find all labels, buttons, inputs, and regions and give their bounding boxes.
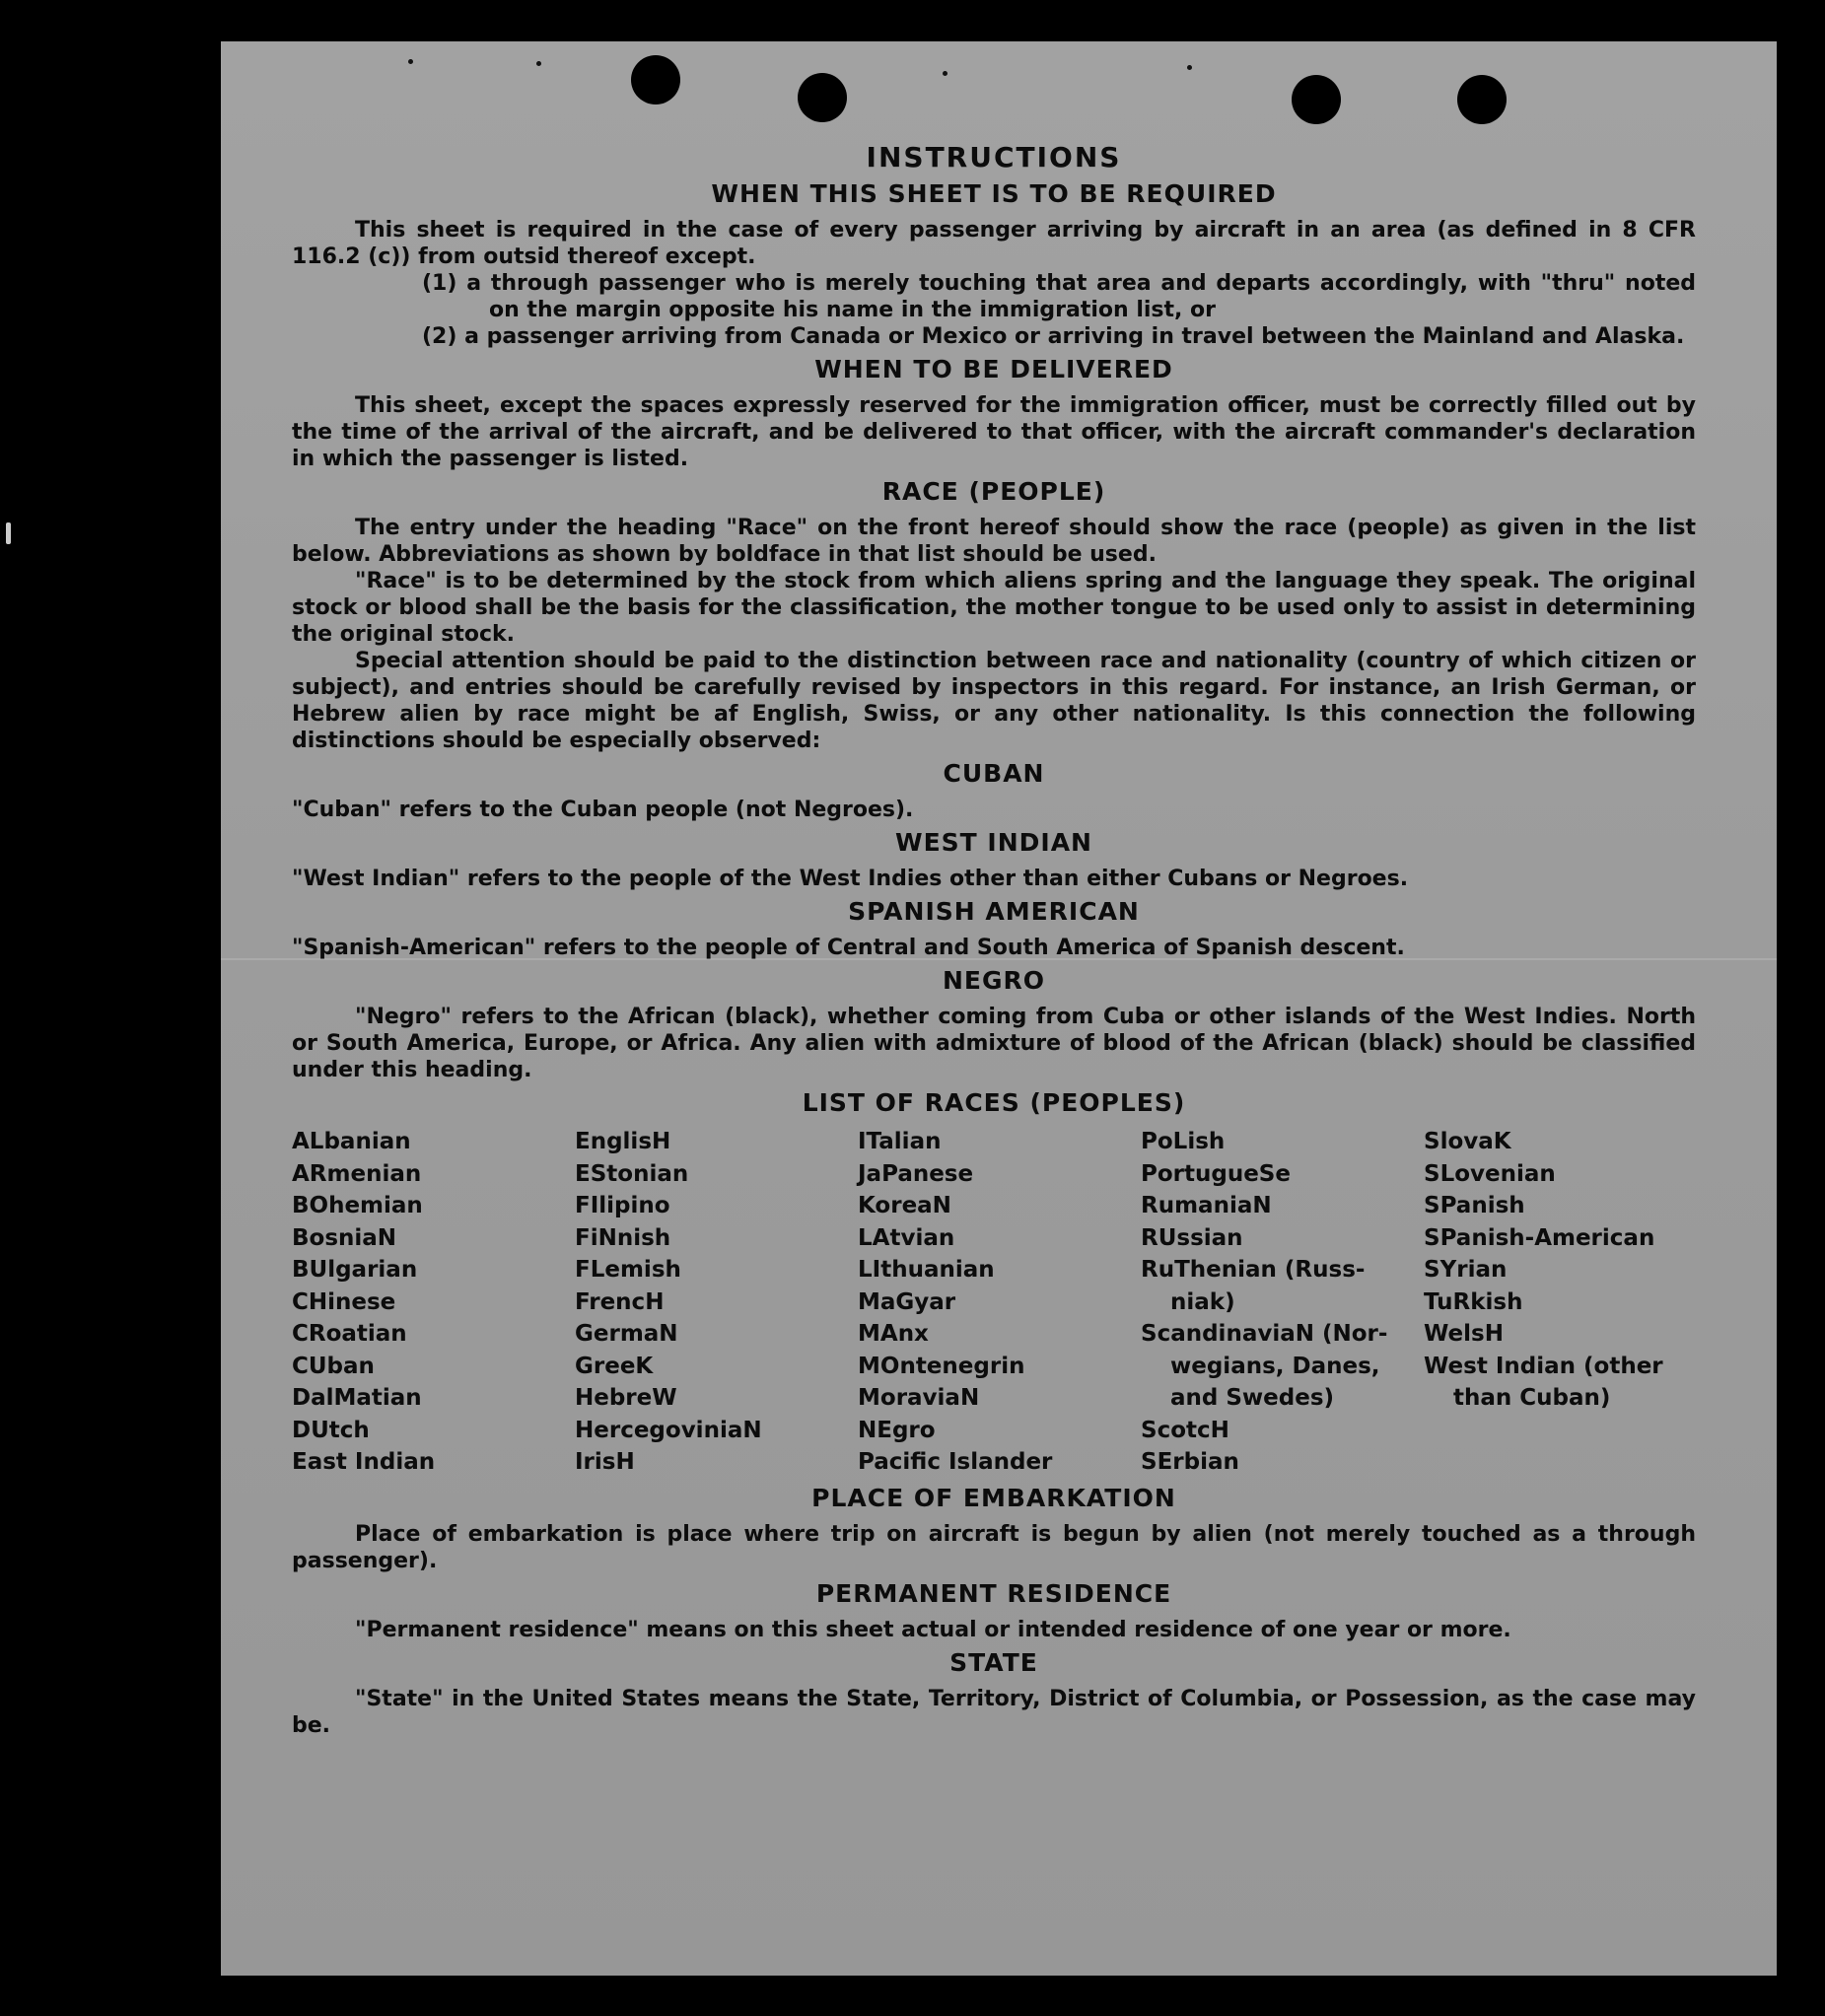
race-entry: GreeK <box>575 1353 654 1379</box>
race-entry: West Indian (other <box>1424 1353 1663 1379</box>
race-entry: DUtch <box>292 1417 370 1443</box>
race-column <box>575 1126 858 1479</box>
race-entry: KoreaN <box>858 1193 951 1218</box>
race-column <box>1141 1126 1424 1479</box>
section-heading-place-of-embarkation: PLACE OF EMBARKATION <box>811 1483 1176 1512</box>
race-entry: Pacific Islander <box>858 1449 1053 1475</box>
race-entry: EStonian <box>575 1160 689 1187</box>
race-entry: TuRkish <box>1424 1288 1523 1315</box>
section-heading-when-delivered: WHEN TO BE DELIVERED <box>814 355 1173 383</box>
punch-hole <box>631 55 680 104</box>
race-entry: LIthuanian <box>858 1257 995 1283</box>
race-entry: SPanish-American <box>1424 1224 1655 1251</box>
race-list <box>292 1126 1696 1479</box>
race-entry: PortugueSe <box>1141 1160 1291 1187</box>
scan-edge-mark <box>6 522 11 544</box>
required-intro: This sheet is required in the case of every passenger arriving by aircraft in an area (as defined in 8 CFR 116.2 (c)) from outsid thereof except. <box>292 218 1696 269</box>
ink-speck <box>536 61 541 66</box>
section-heading-when-required: WHEN THIS SHEET IS TO BE REQUIRED <box>711 179 1277 208</box>
race-entry: FrencH <box>575 1288 665 1315</box>
race-entry: ScandinaviaN (Nor- <box>1141 1321 1388 1347</box>
race-paragraph: "Race" is to be determined by the stock from which aliens spring and the language they speak. The original stock or blood shall be the basis for the classification, the mother tongue to be used only to assist in determining the original stock. <box>292 569 1696 647</box>
punch-hole <box>1457 75 1507 124</box>
race-entry: BUlgarian <box>292 1257 418 1283</box>
race-entry: East Indian <box>292 1449 436 1475</box>
race-entry: PoLish <box>1141 1129 1226 1154</box>
race-entry: RUssian <box>1141 1224 1243 1251</box>
race-entry: FiNnish <box>575 1224 671 1251</box>
delivery-paragraph: This sheet, except the spaces expressly reserved for the immigration officer, must be correctly filled out by the time of the arrival of the aircraft, and be delivered to that officer, with the aircraft commander's declaration in which the passenger is listed. <box>292 393 1696 471</box>
race-entry: HebreW <box>575 1385 677 1411</box>
race-column <box>292 1126 575 1479</box>
race-entry: MOntenegrin <box>858 1353 1025 1379</box>
embarkation-paragraph: Place of embarkation is place where trip on aircraft is begun by alien (not merely touched as a through passenger). <box>292 1521 1696 1573</box>
race-entry: WelsH <box>1424 1321 1504 1347</box>
residence-paragraph: "Permanent residence" means on this sheet actual or intended residence of one year or more. <box>355 1617 1511 1642</box>
race-entry: SPanish <box>1424 1193 1525 1218</box>
race-entry: BosniaN <box>292 1224 397 1251</box>
race-entry: SlovaK <box>1424 1129 1511 1154</box>
ink-speck <box>408 59 413 64</box>
race-entry: DalMatian <box>292 1385 422 1411</box>
race-entry: RumaniaN <box>1141 1193 1272 1218</box>
race-entry: MaGyar <box>858 1288 956 1315</box>
exception-item-2: (2) a passenger arriving from Canada or Mexico or arriving in travel between the Mainland and Alaska. <box>422 324 1685 349</box>
race-entry: NEgro <box>858 1417 936 1443</box>
section-heading-permanent-residence: PERMANENT RESIDENCE <box>815 1578 1172 1608</box>
race-entry: JaPanese <box>858 1160 974 1187</box>
spanish-american-paragraph: "Spanish-American" refers to the people of Central and South America of Spanish descent. <box>292 936 1405 960</box>
race-entry-continuation: than Cuban) <box>1453 1385 1611 1411</box>
race-entry-continuation: wegians, Danes, <box>1170 1353 1380 1379</box>
race-entry: MAnx <box>858 1321 929 1347</box>
ink-speck <box>1187 65 1192 70</box>
race-paragraph: Special attention should be paid to the distinction between race and nationality (country of which citizen or subject), and entries should be carefully revised by inspectors in this regard. For instance, an Irish German, or Hebrew alien by race might be af English, Swiss, or any other nationality. Is this connection the following distinctions should be especially observed: <box>292 649 1696 753</box>
section-heading-list-of-races: LIST OF RACES (PEOPLES) <box>802 1088 1186 1117</box>
section-heading-west-indian: WEST INDIAN <box>895 828 1092 857</box>
section-heading-negro: NEGRO <box>942 966 1046 995</box>
race-entry: ALbanian <box>292 1129 411 1154</box>
ink-speck <box>943 71 948 76</box>
race-entry: SYrian <box>1424 1257 1508 1283</box>
race-entry: GermaN <box>575 1321 678 1347</box>
race-entry: HercegoviniaN <box>575 1417 762 1443</box>
race-entry: FLemish <box>575 1257 681 1283</box>
race-entry-continuation: and Swedes) <box>1170 1385 1335 1411</box>
state-paragraph: "State" in the United States means the State, Territory, District of Columbia, or Possession, as the case may be. <box>292 1686 1696 1738</box>
race-entry: IrisH <box>575 1449 635 1475</box>
section-heading-cuban: CUBAN <box>943 759 1045 788</box>
race-entry: RuThenian (Russ- <box>1141 1257 1366 1283</box>
race-entry: CRoatian <box>292 1321 407 1347</box>
race-column <box>1424 1126 1696 1479</box>
punch-hole <box>798 73 847 122</box>
section-heading-state: STATE <box>949 1647 1038 1677</box>
west-indian-paragraph: "West Indian" refers to the people of the West Indies other than either Cubans or Negroes. <box>292 867 1409 891</box>
race-column <box>858 1126 1141 1479</box>
document-sheet <box>221 41 1777 1976</box>
race-entry: SErbian <box>1141 1449 1239 1475</box>
race-entry: CUban <box>292 1353 375 1379</box>
section-heading-spanish-american: SPANISH AMERICAN <box>848 897 1140 926</box>
race-entry: MoraviaN <box>858 1385 980 1411</box>
document-title: INSTRUCTIONS <box>866 141 1122 174</box>
cuban-paragraph: "Cuban" refers to the Cuban people (not Negroes). <box>292 798 914 822</box>
race-entry: LAtvian <box>858 1224 955 1251</box>
punch-hole <box>1292 75 1341 124</box>
race-entry: ARmenian <box>292 1160 422 1187</box>
race-paragraph: The entry under the heading "Race" on the front hereof should show the race (people) as given in the list below. Abbreviations as shown by boldface in that list should be used. <box>292 516 1696 567</box>
section-heading-race: RACE (PEOPLE) <box>881 477 1106 506</box>
race-entry: CHinese <box>292 1288 396 1315</box>
race-entry: BOhemian <box>292 1193 423 1218</box>
exception-item-1: (1) a through passenger who is merely touching that area and departs accordingly, with "thru" noted on the margin opposite his name in the immigration list, or <box>422 271 1696 322</box>
race-entry-continuation: niak) <box>1170 1288 1235 1315</box>
race-entry: ITalian <box>858 1129 942 1154</box>
race-entry: EnglisH <box>575 1129 671 1154</box>
race-entry: ScotcH <box>1141 1417 1229 1443</box>
negro-paragraph: "Negro" refers to the African (black), whether coming from Cuba or other islands of the West Indies. North or South America, Europe, or Africa. Any alien with admixture of blood of the African (black) should be classified under this heading. <box>292 1005 1696 1082</box>
instructions-content <box>292 138 1696 1739</box>
race-entry: FIlipino <box>575 1193 670 1218</box>
race-entry: SLovenian <box>1424 1160 1556 1187</box>
